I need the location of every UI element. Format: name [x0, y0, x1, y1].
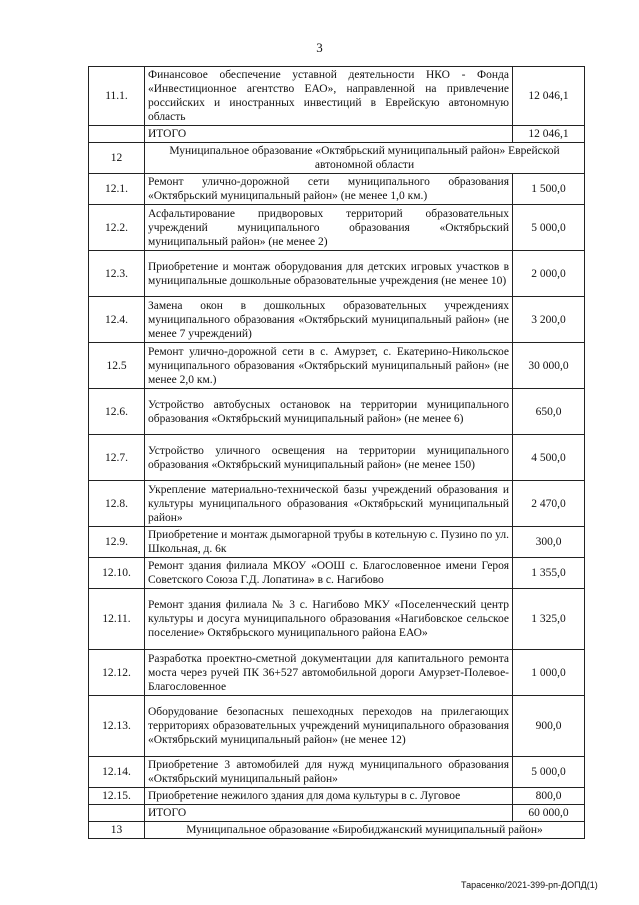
row-description: Ремонт здания филиала МКОУ «ООШ с. Благословенное имени Героя Советского Союза Г.Д. Лопатина» в с. Нагибово: [145, 558, 513, 589]
total-row: [89, 126, 585, 143]
row-number: 12.15.: [89, 788, 145, 805]
row-amount: 4 500,0: [513, 435, 585, 481]
row-number: 12.1.: [89, 174, 145, 205]
table-row: [89, 527, 585, 558]
row-amount: 5 000,0: [513, 205, 585, 251]
row-number: 12.14.: [89, 757, 145, 788]
row-description: Ремонт улично-дорожной сети в с. Амурзет, с. Екатерино-Никольское муниципального образования «Октябрьский муниципальный район» (не менее 2,0 км.): [145, 343, 513, 389]
table-row: [89, 481, 585, 527]
row-amount: 3 200,0: [513, 297, 585, 343]
row-number: 12.13.: [89, 696, 145, 757]
row-number: 12.11.: [89, 589, 145, 650]
row-amount: 1 000,0: [513, 650, 585, 696]
row-amount: 900,0: [513, 696, 585, 757]
row-amount: 650,0: [513, 389, 585, 435]
row-amount: 12 046,1: [513, 67, 585, 126]
total-amount: 12 046,1: [513, 126, 585, 143]
section-row: [89, 822, 585, 839]
row-description: Приобретение и монтаж оборудования для детских игровых участков в муниципальные дошкольные образовательные учреждения (не менее 10): [145, 251, 513, 297]
row-number: 12.6.: [89, 389, 145, 435]
section-number: 12: [89, 143, 145, 174]
row-amount: 1 355,0: [513, 558, 585, 589]
row-description: Финансовое обеспечение уставной деятельности НКО - Фонда «Инвестиционное агентство ЕАО», направленной на привлечение российских и иностранных инвестиций в Еврейскую автономную область: [145, 67, 513, 126]
row-number: 12.9.: [89, 527, 145, 558]
section-title: Муниципальное образование «Биробиджанский муниципальный район»: [145, 822, 585, 839]
page-number: 3: [316, 40, 323, 55]
table-row: [89, 67, 585, 126]
total-label: ИТОГО: [145, 805, 513, 822]
table-row: [89, 757, 585, 788]
table-row: [89, 558, 585, 589]
row-description: Устройство автобусных остановок на территории муниципального образования «Октябрьский муниципальный район» (не менее 6): [145, 389, 513, 435]
row-description: Приобретение 3 автомобилей для нужд муниципального образования «Октябрьский муниципальный район»: [145, 757, 513, 788]
row-number: 12.3.: [89, 251, 145, 297]
section-number: 13: [89, 822, 145, 839]
row-number: 12.2.: [89, 205, 145, 251]
total-amount: 60 000,0: [513, 805, 585, 822]
table-row: [89, 650, 585, 696]
row-amount: 800,0: [513, 788, 585, 805]
row-amount: 2 000,0: [513, 251, 585, 297]
row-amount: 5 000,0: [513, 757, 585, 788]
row-description: Замена окон в дошкольных образовательных учреждениях муниципального образования «Октябрьский муниципальный район» (не менее 7 учреждений): [145, 297, 513, 343]
row-number: [89, 805, 145, 822]
document-reference: Тарасенко/2021-399-рп-ДОПД(1): [461, 880, 598, 890]
table-row: [89, 435, 585, 481]
section-row: [89, 143, 585, 174]
row-amount: 2 470,0: [513, 481, 585, 527]
table-row: [89, 205, 585, 251]
table-row: [89, 389, 585, 435]
table-row: [89, 251, 585, 297]
row-number: 12.12.: [89, 650, 145, 696]
row-number: 12.7.: [89, 435, 145, 481]
table-row: [89, 174, 585, 205]
table-row: [89, 297, 585, 343]
table-row: [89, 788, 585, 805]
row-number: 11.1.: [89, 67, 145, 126]
total-row: [89, 805, 585, 822]
row-amount: 1 325,0: [513, 589, 585, 650]
row-description: Приобретение и монтаж дымогарной трубы в котельную с. Пузино по ул. Школьная, д. 6к: [145, 527, 513, 558]
row-amount: 30 000,0: [513, 343, 585, 389]
row-description: Асфальтирование придворовых территорий образовательных учреждений муниципального образования «Октябрьский муниципальный район» (не менее 2): [145, 205, 513, 251]
row-amount: 1 500,0: [513, 174, 585, 205]
table-row: [89, 343, 585, 389]
row-description: Укрепление материально-технической базы учреждений образования и культуры муниципального образования «Октябрьский муниципальный район»: [145, 481, 513, 527]
row-number: [89, 126, 145, 143]
funding-table: [88, 66, 585, 839]
row-amount: 300,0: [513, 527, 585, 558]
table-row: [89, 589, 585, 650]
row-number: 12.8.: [89, 481, 145, 527]
row-number: 12.10.: [89, 558, 145, 589]
row-description: Ремонт улично-дорожной сети муниципального образования «Октябрьский муниципальный район» (не менее 1,0 км.): [145, 174, 513, 205]
row-number: 12.4.: [89, 297, 145, 343]
total-label: ИТОГО: [145, 126, 513, 143]
row-description: Ремонт здания филиала № 3 с. Нагибово МКУ «Поселенческий центр культуры и досуга муниципального образования «Нагибовское сельское поселение» Октябрьского муниципального района ЕАО»: [145, 589, 513, 650]
row-description: Оборудование безопасных пешеходных переходов на прилегающих территориях образовательных учреждений муниципального образования «Октябрьский муниципальный район» (не менее 12): [145, 696, 513, 757]
row-number: 12.5: [89, 343, 145, 389]
row-description: Разработка проектно-сметной документации для капитального ремонта моста через ручей ПК 36+527 автомобильной дороги Амурзет-Полевое-Благословенное: [145, 650, 513, 696]
section-title: Муниципальное образование «Октябрьский муниципальный район» Еврейской автономной области: [145, 143, 585, 174]
row-description: Устройство уличного освещения на территории муниципального образования «Октябрьский муниципальный район» (не менее 150): [145, 435, 513, 481]
table-row: [89, 696, 585, 757]
row-description: Приобретение нежилого здания для дома культуры в с. Луговое: [145, 788, 513, 805]
